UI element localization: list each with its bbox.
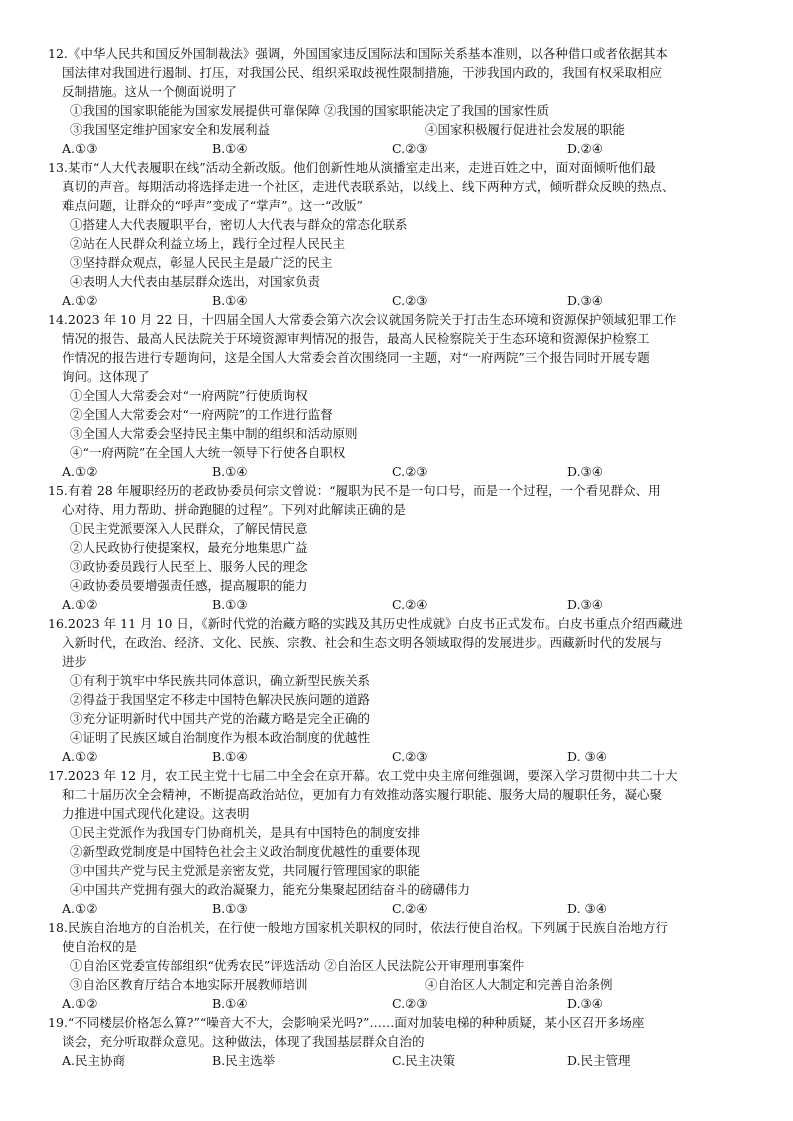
statement-option: ④政协委员要增强责任感，提高履职的能力 <box>70 578 308 593</box>
answer-choices <box>62 1051 752 1070</box>
answer-choice-d[interactable]: D.②④ <box>567 141 603 156</box>
question-q12 <box>48 44 752 158</box>
statement-option: ④证明了民族区域自治制度作为根本政治制度的优越性 <box>70 730 371 745</box>
answer-choice-b[interactable]: B.①④ <box>212 464 248 479</box>
question-q15 <box>48 481 752 614</box>
statement-option: ④国家积极履行促进社会发展的职能 <box>425 122 626 137</box>
question-stem-line: 14.2023 年 10 月 22 日，十四届全国人大常委会第六次会议就国务院关于打击生态环境和资源保护领域犯罪工作 <box>48 312 677 327</box>
answer-choice-a[interactable]: A.民主协商 <box>62 1053 126 1068</box>
question-stem-line: 16.2023 年 11 月 10 日，《新时代党的治藏方略的实践及其历史性成就》白皮书正式发布。白皮书重点介绍西藏进 <box>48 616 683 631</box>
statement-option: ②全国人大常委会对“一府两院”的工作进行监督 <box>70 407 333 422</box>
question-stem-line: 难点问题，让群众的“呼声”变成了“掌声”。这一“改版” <box>62 198 363 213</box>
question-stem-line: 15.有着 28 年履职经历的老政协委员何宗文曾说：“履职为民不是一句口号，而是一个过程，一个看见群众、用 <box>48 483 661 498</box>
answer-choices <box>62 994 752 1013</box>
statement-option-row <box>62 975 752 994</box>
question-stem-line: 使自治权的是 <box>62 939 138 954</box>
answer-choice-b[interactable]: B.①③ <box>212 597 248 612</box>
answer-choice-b[interactable]: B.民主选举 <box>212 1053 276 1068</box>
statement-option: ①民主党派作为我国专门协商机关，是具有中国特色的制度安排 <box>70 825 421 840</box>
answer-choice-c[interactable]: C.②③ <box>392 464 428 479</box>
question-q16 <box>48 614 752 766</box>
question-stem-line: 入新时代，在政治、经济、文化、民族、宗教、社会和生态文明各领域取得的发展进步。西藏新时代的发展与 <box>62 635 663 650</box>
answer-choices <box>62 899 752 918</box>
statement-option: ②得益于我国坚定不移走中国特色解决民族问题的道路 <box>70 692 371 707</box>
statement-option: ③政协委员践行人民至上、服务人民的理念 <box>70 559 308 574</box>
statement-option: ④自治区人大制定和完善自治条例 <box>425 977 613 992</box>
answer-choice-d[interactable]: D.③④ <box>567 464 603 479</box>
question-stem-line: 作情况的报告进行专题询问，这是全国人大常委会首次围绕同一主题，对“一府两院”三个报告同时开展专题 <box>62 350 650 365</box>
statement-option: ①全国人大常委会对“一府两院”行使质询权 <box>70 388 308 403</box>
answer-choice-b[interactable]: B.①③ <box>212 901 248 916</box>
statement-option: ②人民政协行使提案权，最充分地集思广益 <box>70 540 308 555</box>
answer-choices <box>62 291 752 310</box>
statement-option: ①自治区党委宣传部组织“优秀农民”评选活动 ②自治区人民法院公开审理刑事案件 <box>70 958 525 973</box>
answer-choice-d[interactable]: D.③④ <box>567 597 603 612</box>
answer-choice-c[interactable]: C.②④ <box>392 901 428 916</box>
question-q14 <box>48 310 752 481</box>
statement-option-row <box>62 120 752 139</box>
statement-option: ③坚持群众观点，彰显人民民主是最广泛的民主 <box>70 255 333 270</box>
answer-choices <box>62 462 752 481</box>
answer-choice-a[interactable]: A.①② <box>62 464 98 479</box>
question-stem-line: 谈会，充分听取群众意见。这种做法，体现了我国基层群众自治的 <box>62 1034 425 1049</box>
answer-choice-b[interactable]: B.①④ <box>212 996 248 1011</box>
answer-choices <box>62 595 752 614</box>
answer-choice-a[interactable]: A.①② <box>62 749 98 764</box>
answer-choice-c[interactable]: C.②③ <box>392 749 428 764</box>
question-q17 <box>48 766 752 918</box>
statement-option: ③全国人大常委会坚持民主集中制的组织和活动原则 <box>70 426 358 441</box>
question-stem-line: 17.2023 年 12 月，农工民主党十七届二中全会在京开幕。农工党中央主席何维强调，要深入学习贯彻中共二十大 <box>48 768 678 783</box>
question-q13 <box>48 158 752 310</box>
statement-option: ④“一府两院”在全国人大统一领导下行使各自职权 <box>70 445 346 460</box>
answer-choice-c[interactable]: C.②③ <box>392 996 428 1011</box>
statement-option: ①搭建人大代表履职平台，密切人大代表与群众的常态化联系 <box>70 217 408 232</box>
question-stem-line: 心对待、用力帮助、拼命跑腿的过程”。下列对此解读正确的是 <box>62 502 406 517</box>
answer-choices <box>62 747 752 766</box>
answer-choice-b[interactable]: B.①④ <box>212 749 248 764</box>
question-q19 <box>48 1013 752 1070</box>
statement-option: ①有利于筑牢中华民族共同体意识，确立新型民族关系 <box>70 673 371 688</box>
question-stem-line: 19.“不同楼层价格怎么算?”“噪音大不大，会影响采光吗?”……面对加装电梯的种种质疑，某小区召开多场座 <box>48 1015 645 1030</box>
question-stem-line: 进步 <box>62 654 88 669</box>
statement-option: ③自治区教育厅结合本地实际开展教师培训 <box>70 977 308 992</box>
answer-choice-c[interactable]: C.民主决策 <box>392 1053 456 1068</box>
question-stem-line: 反制措施。这从一个侧面说明了 <box>62 84 238 99</box>
answer-choice-d[interactable]: D.民主管理 <box>567 1053 631 1068</box>
answer-choices <box>62 139 752 158</box>
statement-option: ①民主党派要深入人民群众，了解民情民意 <box>70 521 308 536</box>
question-stem-line: 18.民族自治地方的自治机关，在行使一般地方国家机关职权的同时，依法行使自治权。下列属于民族自治地方行 <box>48 920 668 935</box>
answer-choice-a[interactable]: A.①② <box>62 901 98 916</box>
answer-choice-a[interactable]: A.①② <box>62 996 98 1011</box>
question-stem-line: 国法律对我国进行遏制、打压，对我国公民、组织采取歧视性限制措施，干涉我国内政的，我国有权采取相应 <box>62 65 663 80</box>
answer-choice-a[interactable]: A.①③ <box>62 141 98 156</box>
statement-option: ④中国共产党拥有强大的政治凝聚力，能充分集聚起团结奋斗的磅礴伟力 <box>70 882 471 897</box>
statement-option: ①我国的国家职能能为国家发展提供可靠保障 ②我国的国家职能决定了我国的国家性质 <box>70 103 549 118</box>
answer-choice-d[interactable]: D. ③④ <box>567 749 607 764</box>
answer-choice-b[interactable]: B.①④ <box>212 293 248 308</box>
answer-choice-a[interactable]: A.①② <box>62 597 98 612</box>
answer-choice-c[interactable]: C.②③ <box>392 293 428 308</box>
statement-option: ②站在人民群众利益立场上，践行全过程人民民主 <box>70 236 346 251</box>
exam-page <box>48 44 752 1070</box>
answer-choice-a[interactable]: A.①② <box>62 293 98 308</box>
question-stem-line: 13.某市“人大代表履职在线”活动全新改版。他们创新性地从演播室走出来，走进百姓之中，面对面倾听他们最 <box>48 160 656 175</box>
answer-choice-d[interactable]: D.③④ <box>567 293 603 308</box>
question-stem-line: 真切的声音。每期活动将选择走进一个社区，走进代表联系站，以线上、线下两种方式，倾听群众反映的热点、 <box>62 179 675 194</box>
answer-choice-d[interactable]: D. ③④ <box>567 901 607 916</box>
statement-option: ③充分证明新时代中国共产党的治藏方略是完全正确的 <box>70 711 371 726</box>
answer-choice-b[interactable]: B.①④ <box>212 141 248 156</box>
statement-option: ③我国坚定维护国家安全和发展利益 <box>70 122 271 137</box>
statement-option: ③中国共产党与民主党派是亲密友党，共同履行管理国家的职能 <box>70 863 421 878</box>
question-stem-line: 询问。这体现了 <box>62 369 150 384</box>
answer-choice-c[interactable]: C.②④ <box>392 597 428 612</box>
answer-choice-c[interactable]: C.②③ <box>392 141 428 156</box>
question-stem-line: 情况的报告、最高人民法院关于环境资源审判情况的报告，最高人民检察院关于生态环境和资源保护检察工 <box>62 331 650 346</box>
statement-option: ④表明人大代表由基层群众选出，对国家负责 <box>70 274 321 289</box>
question-q18 <box>48 918 752 1013</box>
question-stem-line: 力推进中国式现代化建设。这表明 <box>62 806 250 821</box>
question-stem-line: 12.《中华人民共和国反外国制裁法》强调，外国国家违反国际法和国际关系基本准则，以各种借口或者依据其本 <box>48 46 668 61</box>
statement-option: ②新型政党制度是中国特色社会主义政治制度优越性的重要体现 <box>70 844 421 859</box>
question-stem-line: 和二十届历次全会精神，不断提高政治站位，更加有力有效推动落实履行职能、服务大局的履职任务，凝心聚 <box>62 787 663 802</box>
answer-choice-d[interactable]: D.③④ <box>567 996 603 1011</box>
